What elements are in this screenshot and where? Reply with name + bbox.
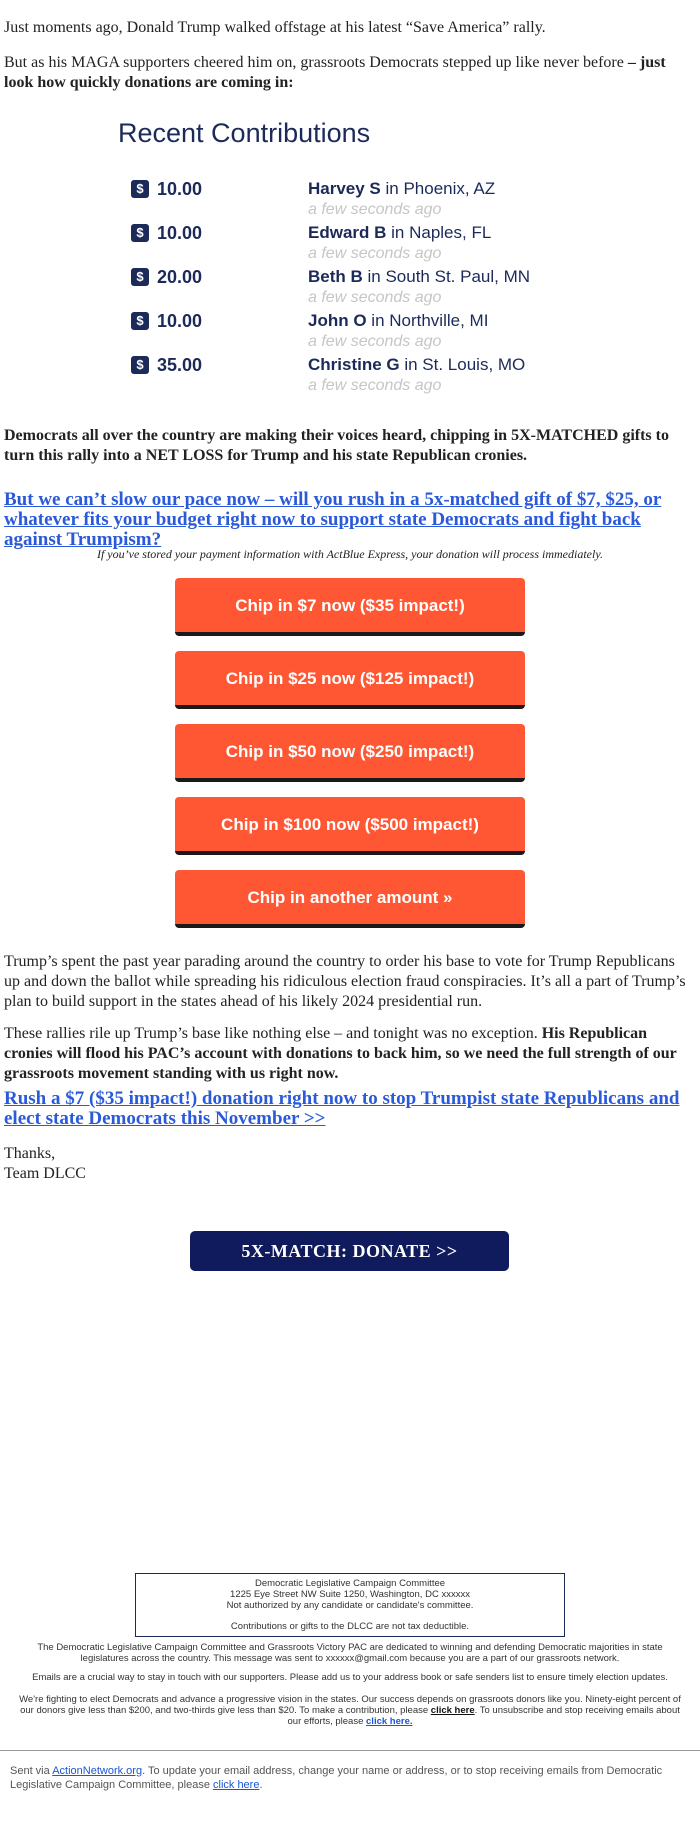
democrats-paragraph: Democrats all over the country are making their voices heard, chipping in 5X-MATCHED gifts to turn this rally into a NET LOSS for Trump and his state Republican cronies.	[4, 427, 669, 464]
action-network-link[interactable]: ActionNetwork.org	[52, 1765, 143, 1777]
dollar-icon: $	[131, 180, 149, 198]
dollar-icon: $	[131, 268, 149, 286]
footer-org: Democratic Legislative Campaign Committee	[254, 1578, 446, 1589]
chip-in-50-button[interactable]: Chip in $50 now ($250 impact!)	[175, 724, 525, 782]
footer-emails: Emails are a crucial way to stay in touch with our supporters. Please add us to your address book or safe senders list to ensure timely election updates.	[32, 1672, 668, 1683]
chip-in-25-button[interactable]: Chip in $25 now ($125 impact!)	[175, 651, 525, 709]
actblue-note: If you’ve stored your payment information with ActBlue Express, your donation will process immediately.	[96, 547, 604, 561]
contribution-time: a few seconds ago	[308, 377, 442, 394]
contribution-row	[131, 310, 551, 352]
donor-name: Harvey S in Phoenix, AZ	[308, 179, 496, 198]
contribution-amount: 10.00	[157, 179, 203, 199]
contribution-amount: 35.00	[157, 355, 203, 375]
contribution-amount: 10.00	[157, 223, 203, 243]
dollar-icon: $	[131, 224, 149, 242]
contribution-amount: 20.00	[157, 267, 203, 287]
rallies-bold: His Republican cronies will flood his PAC’s account with donations to back him, so we need the full strength of our grassroots movement standing with us right now.	[4, 1025, 677, 1082]
footer-divider	[0, 1750, 700, 1751]
footer-fighting: We're fighting to elect Democrats and advance a progressive vision in the states. Our success depends on grassroots donors like you. Ninety-eight percent of our donors give less than $200, and two-thirds give less than $20. To make a contribution, please click here. To unsubscribe and stop receiving emails about our efforts, please click here.	[19, 1694, 681, 1727]
footer-dedicated: The Democratic Legislative Campaign Committee and Grassroots Victory PAC are dedicated to winning and defending Democratic majorities in state legislatures across the country. This message was sent to xxxxxx@gmail.com because you are a part of our grassroots network.	[37, 1642, 663, 1664]
contribution-row	[131, 222, 551, 264]
contribution-row	[131, 266, 551, 308]
thanks-text: Thanks,	[4, 1145, 56, 1162]
chip-in-7-button[interactable]: Chip in $7 now ($35 impact!)	[175, 578, 525, 636]
footer-not-authorized: Not authorized by any candidate or candidate's committee.	[226, 1600, 474, 1611]
contribution-time: a few seconds ago	[308, 289, 442, 306]
intro-line-1: Just moments ago, Donald Trump walked offstage at his latest “Save America” rally.	[4, 19, 546, 36]
chip-in-other-button[interactable]: Chip in another amount »	[175, 870, 525, 928]
chip-in-100-button[interactable]: Chip in $100 now ($500 impact!)	[175, 797, 525, 855]
slow-pace-link[interactable]: But we can’t slow our pace now – will you rush in a 5x-matched gift of $7, $25, or whatever fits your budget right now to support state Democrats and fight back against Trumpism?	[4, 489, 662, 550]
footer-tax: Contributions or gifts to the DLCC are not tax deductible.	[230, 1621, 470, 1632]
contribution-time: a few seconds ago	[308, 245, 442, 262]
contribution-row	[131, 178, 551, 220]
donate-button[interactable]: 5X-MATCH: DONATE >>	[190, 1231, 509, 1271]
footer-disclaimer-box	[135, 1573, 565, 1637]
donor-name: John O in Northville, MI	[308, 311, 489, 330]
contribute-click-here-link[interactable]: click here	[430, 1705, 475, 1716]
unsubscribe-click-here-link[interactable]: click here.	[366, 1716, 413, 1727]
sent-via-text: Sent via ActionNetwork.org. To update your email address, change your name or address, or to stop receiving emails from Democratic Legislative Campaign Committee, please click here.	[10, 1765, 663, 1791]
donor-name: Christine G in St. Louis, MO	[308, 355, 526, 374]
intro-line-2-bold: – just look how quickly donations are coming in:	[4, 54, 666, 91]
dollar-icon: $	[131, 356, 149, 374]
recent-contributions-title: Recent Contributions	[118, 118, 371, 148]
signoff-text: Team DLCC	[4, 1165, 86, 1182]
trump-paragraph: Trump’s spent the past year parading around the country to order his base to vote for Trump Republicans up and down the ballot while spreading his ridiculous election fraud conspiracies. It’s all a part of Trump’s plan to build support in the states ahead of his likely 2024 presidential run.	[4, 953, 686, 1010]
donor-name: Edward B in Naples, FL	[308, 223, 492, 242]
contribution-time: a few seconds ago	[308, 333, 442, 350]
rallies-paragraph: These rallies rile up Trump’s base like nothing else – and tonight was no exception. His Republican cronies will flood his PAC’s account with donations to back him, so we need the full strength of our grassroots movement standing with us right now.	[4, 1025, 677, 1082]
update-prefs-click-here-link[interactable]: click here	[213, 1779, 260, 1791]
dollar-icon: $	[131, 312, 149, 330]
contribution-amount: 10.00	[157, 311, 203, 331]
rush-donation-link[interactable]: Rush a $7 ($35 impact!) donation right now to stop Trumpist state Republicans and elect state Democrats this November >>	[4, 1088, 680, 1129]
donor-name: Beth B in South St. Paul, MN	[308, 267, 531, 286]
contribution-time: a few seconds ago	[308, 201, 442, 218]
intro-line-2: But as his MAGA supporters cheered him on, grassroots Democrats stepped up like never before – just look how quickly donations are coming in:	[4, 54, 666, 91]
footer-address: 1225 Eye Street NW Suite 1250, Washington, DC xxxxxx	[230, 1589, 470, 1600]
contribution-row	[131, 354, 551, 396]
